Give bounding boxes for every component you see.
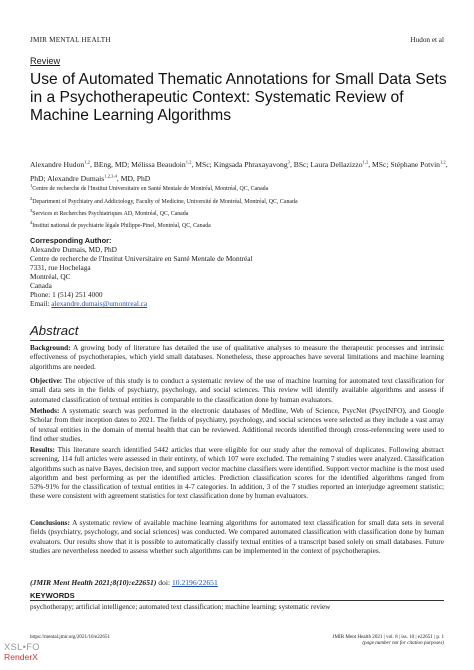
affiliation: $^1$Centre de recherche de l'Institut Universitaire en Santé Mentale de Montréal, Montréal, QC, Canada <box>30 183 269 192</box>
author: Alexandre Hudon$^{1,2}$, BEng, MD; <box>30 159 132 169</box>
corresponding-line: Alexandre Dumais, MD, PhD <box>30 245 117 254</box>
keywords-text: psychotherapy; artificial intelligence; automated text classification; machine learning; systematic review <box>30 603 331 611</box>
author: Laura Dellazizzo$^{1,2}$, MSc; <box>310 159 391 169</box>
email-link[interactable]: alexandre.dumais@umontreal.ca <box>51 299 148 308</box>
running-author: Hudon et al <box>410 36 444 44</box>
corresponding-email-line <box>30 299 147 308</box>
keywords-divider <box>30 600 444 601</box>
citation-line <box>30 578 218 587</box>
footer-journal: JMIR Ment Health 2021 | vol. 8 | iss. 10 | e22651 | p. 1 (page number not for citation purposes) <box>332 634 444 647</box>
corresponding-line: Phone: 1 (514) 251 4000 <box>30 290 103 299</box>
footer-url[interactable]: https://mental.jmir.org/2021/10/e22651 <box>30 634 110 640</box>
abstract-objective: Objective: The objective of this study is to conduct a systematic review of the use of machine learning for automated text classification for small data sets in the fields of psychiatry, psychology, and social sciences. This review will identify available algorithms and assess if automated classification of textual entities is comparable to the classification done by human evaluators. <box>30 377 444 404</box>
corresponding-line: Montréal, QC <box>30 272 71 281</box>
doi-link[interactable]: 10.2196/22651 <box>171 578 218 587</box>
xslfo-logo-text: XSL•FO <box>4 641 40 652</box>
author-list <box>30 156 450 185</box>
affiliation: $^4$Institut national de psychiatrie légale Philippe-Pinel, Montréal, QC, Canada <box>30 220 211 229</box>
xslfo-renderx-logo <box>4 641 38 667</box>
corresponding-line: 7331, rue Hochelaga <box>30 263 91 272</box>
affiliation: $^2$Department of Psychiatry and Addictology, Faculty of Medicine, Université de Montréal, Montréal, QC, Canada <box>30 196 298 205</box>
email-label: Email: <box>30 299 52 308</box>
keywords-heading: KEYWORDS <box>30 591 75 600</box>
affiliation: $^3$Services et Recherches Psychiatriques AD, Montréal, QC, Canada <box>30 208 189 217</box>
corresponding-line: Centre de recherche de l'Institut Universitaire en Santé Mentale de Montréal <box>30 254 253 263</box>
author: Alexandre Dumais$^{1,2,3,4}$, MD, PhD <box>47 173 151 183</box>
abstract-background: Background: A growing body of literature has detailed the use of qualitative analyses to measure the therapeutic processes and intrinsic effectiveness of psychotherapies, which yield small databases. Nonetheless, these approaches have several limitations and machine learning algorithms are needed. <box>30 344 444 371</box>
abstract-divider <box>30 340 444 341</box>
abstract-methods: Methods: A systematic search was performed in the electronic databases of Medline, Web of Science, PsycNet (PsycINFO), and Google Scholar from their inception dates to 2021. The fields of psychiatry, psychology, and social sciences were selected as they include a vast array of textual entities in the domain of mental health that can be reviewed. Additional records identified through cross-referencing were used to find other studies. <box>30 407 444 443</box>
doi-label: doi: <box>158 578 172 587</box>
abstract-conclusions: Conclusions: A systematic review of available machine learning algorithms for automated text classification for small data sets in several fields (psychiatry, psychology, and social sciences) was conducted. We compared automated classification with classification done by human evaluators. Our results show that it is possible to automatically classify textual entities of a transcript based solely on small databases. Future studies are nevertheless needed to assess whether such algorithms can be implemented in the context of psychotherapies. <box>30 519 444 555</box>
journal-header: JMIR MENTAL HEALTH <box>30 36 111 44</box>
corresponding-line: Canada <box>30 281 52 290</box>
journal-reference: (JMIR Ment Health 2021;8(10):e22651) <box>30 578 157 587</box>
renderx-logo-text: RenderX <box>4 652 38 662</box>
abstract-heading: Abstract <box>30 323 79 338</box>
article-title: Use of Automated Thematic Annotations for Small Data Sets in a Psychotherapeutic Context: Systematic Review of Machine Learning Algorithms <box>30 71 447 124</box>
section-label: Review <box>30 56 61 66</box>
author: Kingsada Phraxayavong$^3$, BSc; <box>213 159 311 169</box>
corresponding-heading: Corresponding Author: <box>30 236 112 245</box>
author: Stéphane Potvin$^{1,2}$, PhD; <box>30 159 448 183</box>
abstract-results: Results: This literature search identified 5442 articles that were eligible for our study after the removal of duplicates. Following abstract screening, 114 full articles were assessed in their entirety, of which 107 were excluded. The remaining 7 studies were analyzed. Classification algorithms such as naive Bayes, decision tree, and support vector machine classifiers were identified. Support vector machine is the most used algorithm and best performing as per the identified articles. Prediction classification scores for the identified algorithms ranged from 53%-91% for the classification of textual entities in 4-7 categories. In addition, 3 of the 7 studies reported an interjudge agreement statistic; these were consistent with agreement statistics for text classification done by human evaluators. <box>30 446 444 501</box>
author: Mélissa Beaudoin$^{1,2}$, MSc; <box>131 159 214 169</box>
